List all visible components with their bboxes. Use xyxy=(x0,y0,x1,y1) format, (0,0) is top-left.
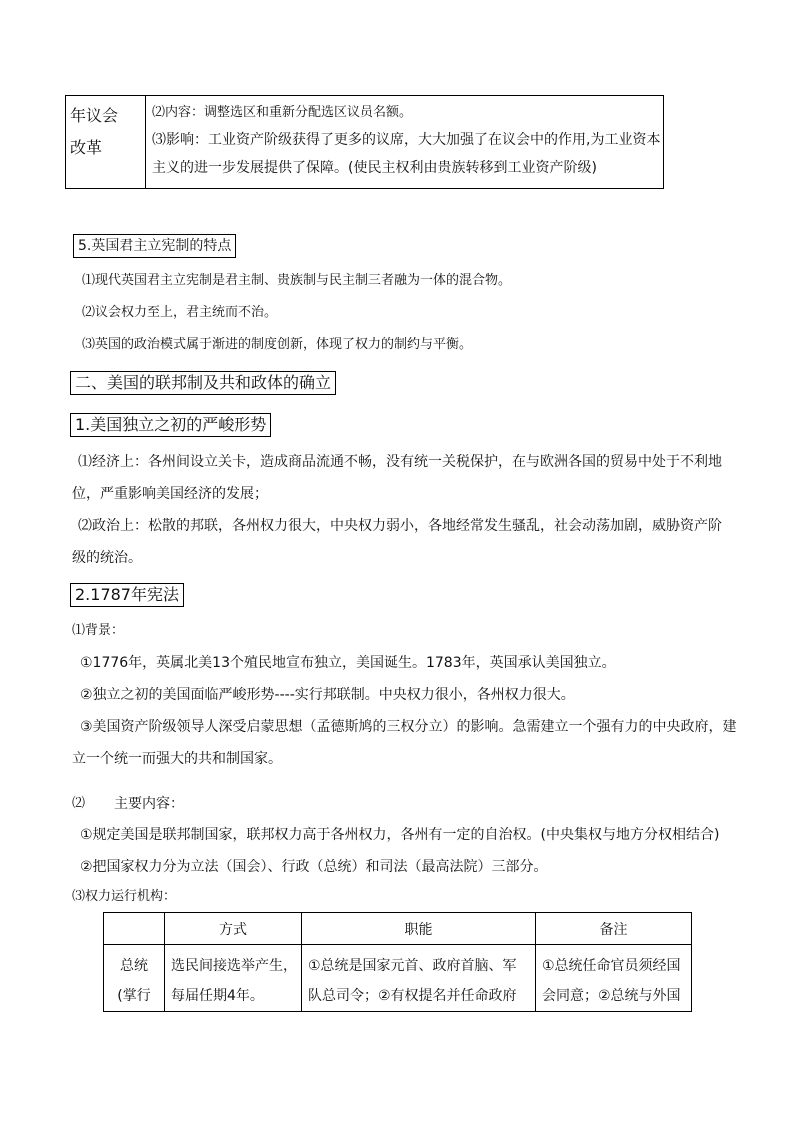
politics-line1: ⑵政治上：松散的邦联，各州权力很大，中央权力弱小，各地经常发生骚乱，社会动荡加剧，威胁资产阶 xyxy=(78,518,722,534)
economy-line2: 位，严重影响美国经济的发展； xyxy=(72,486,268,502)
header-cell-note: 备注 xyxy=(536,913,692,945)
section5-point2: ⑵议会权力至上，君主统而不治。 xyxy=(82,305,278,320)
background-item1: ①1776年，英属北美13个殖民地宣布独立，美国诞生。1783年，英国承认美国独立。 xyxy=(80,655,616,671)
content-label: 主要内容： xyxy=(114,796,184,812)
reform-content-item: ⑵内容：调整选区和重新分配选区议员名额。 xyxy=(152,105,413,120)
content-item2: ②把国家权力分为立法（国会）、行政（总统）和司法（最高法院）三部分。 xyxy=(80,859,548,875)
mechanism-label: ⑶权力运行机构： xyxy=(72,889,177,904)
header-cell-function: 职能 xyxy=(302,913,536,945)
content-number: ⑵ xyxy=(72,796,86,811)
reform-label-line1: 年议会 xyxy=(70,106,119,125)
section5-heading: 5.英国君主立宪制的特点 xyxy=(73,234,236,258)
part2-heading: 二、美国的联邦制及共和政体的确立 xyxy=(70,371,336,395)
reform-impact-line2: 主义的进一步发展提供了保障。(使民主权利由贵族转移到工业资产阶级) xyxy=(152,160,597,176)
note-line2: 会同意；②总统与外国 xyxy=(542,988,681,1004)
president-cell xyxy=(104,945,165,1012)
method-line1: 选民间接选举产生， xyxy=(171,958,297,974)
background-item3-line1: ③美国资产阶级领导人深受启蒙思想（孟德斯鸠的三权分立）的影响。急需建立一个强有力的中央政府，建 xyxy=(80,719,737,735)
method-cell xyxy=(165,945,302,1012)
function-line2: 队总司令；②有权提名并任命政府 xyxy=(308,988,517,1004)
note-cell xyxy=(536,945,692,1012)
header-cell-empty xyxy=(104,913,165,945)
president-label: 总统 xyxy=(120,958,148,974)
politics-line2: 级的统治。 xyxy=(72,550,142,566)
note-line1: ①总统任命官员须经国 xyxy=(542,958,681,974)
reform-label-cell xyxy=(66,96,146,189)
function-cell xyxy=(302,945,536,1012)
reform-content-cell xyxy=(146,96,664,189)
table-header-row xyxy=(104,913,692,945)
economy-line1: ⑴经济上：各州间设立关卡，造成商品流通不畅，没有统一关税保护，在与欧洲各国的贸易中处于不利地 xyxy=(78,454,722,470)
header-cell-method: 方式 xyxy=(165,913,302,945)
function-line1: ①总统是国家元首、政府首脑、军 xyxy=(308,958,517,974)
reform-label-line2: 改革 xyxy=(70,138,103,157)
reform-impact-line1: ⑶影响：工业资产阶级获得了更多的议席，大大加强了在议会中的作用,为工业资本 xyxy=(152,132,661,148)
section1-heading: 1.美国独立之初的严峻形势 xyxy=(70,413,271,437)
president-label-cont: (掌行 xyxy=(117,988,151,1004)
content-item1: ①规定美国是联邦制国家，联邦权力高于各州权力，各州有一定的自治权。(中央集权与地方分权相结合) xyxy=(80,827,720,843)
section5-point3: ⑶英国的政治模式属于渐进的制度创新，体现了权力的制约与平衡。 xyxy=(82,337,473,352)
background-item3-line2: 立一个统一而强大的共和制国家。 xyxy=(72,751,282,767)
table-row xyxy=(104,945,692,1012)
power-structure-table xyxy=(103,912,692,1012)
section5-point1: ⑴现代英国君主立宪制是君主制、贵族制与民主制三者融为一体的混合物。 xyxy=(82,273,512,288)
method-line2: 每届任期4年。 xyxy=(171,988,264,1004)
section2-heading: 2.1787年宪法 xyxy=(70,583,184,607)
reform-table xyxy=(65,95,664,189)
background-label: ⑴背景： xyxy=(72,623,125,638)
background-item2: ②独立之初的美国面临严峻形势----实行邦联制。中央权力很小，各州权力很大。 xyxy=(80,687,575,703)
